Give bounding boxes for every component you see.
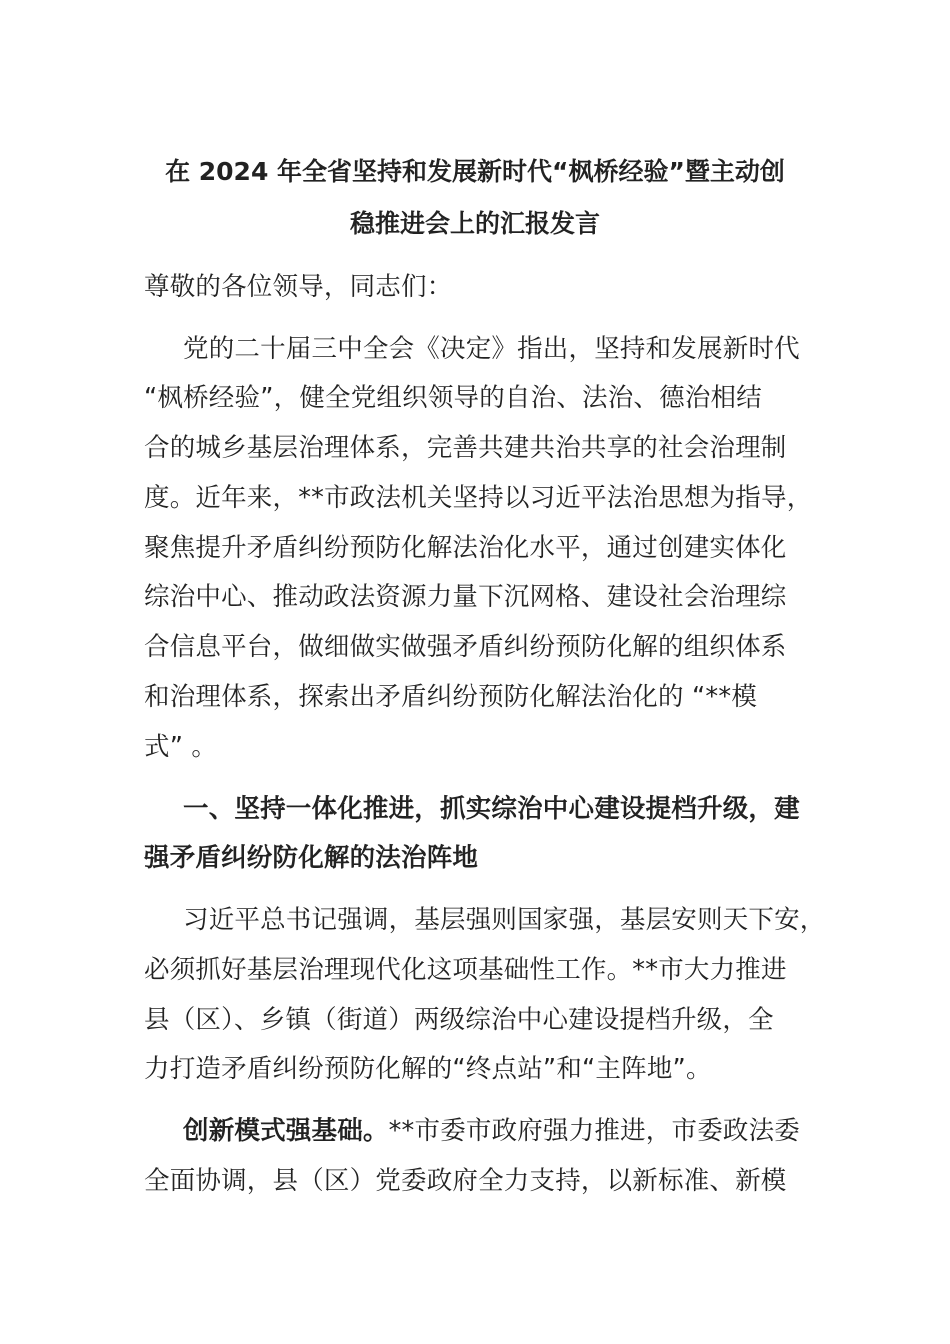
section-paragraph-line: 必须抓好基层治理现代化这项基础性工作。**市大力推进	[144, 955, 787, 985]
section-heading-line-1: 一、坚持一体化推进，抓实综治中心建设提档升级，建	[183, 794, 800, 824]
intro-line: 合的城乡基层治理体系，完善共建共治共享的社会治理制	[144, 433, 787, 463]
section-paragraph-line: 习近平总书记强调，基层强则国家强，基层安则天下安，	[183, 905, 826, 935]
intro-line: 度。近年来，**市政法机关坚持以习近平法治思想为指导，	[144, 483, 813, 513]
subsection-line-2: 全面协调，县（区）党委政府全力支持，以新标准、新模	[144, 1166, 787, 1196]
subsection-line-1	[183, 1115, 800, 1147]
intro-line: 合信息平台，做细做实做强矛盾纠纷预防化解的组织体系	[144, 632, 787, 662]
intro-line: 和治理体系，探索出矛盾纠纷预防化解法治化的 “**模	[144, 682, 758, 712]
document-title-line-2: 稳推进会上的汇报发言	[349, 209, 600, 238]
salutation: 尊敬的各位领导，同志们：	[144, 272, 453, 302]
subsection-line-1-rest: **市委市政府强力推进，市委政法委	[388, 1116, 801, 1146]
intro-line: 党的二十届三中全会《决定》指出，坚持和发展新时代	[183, 334, 800, 364]
intro-line: 聚焦提升矛盾纠纷预防化解法治化水平，通过创建实体化	[144, 533, 787, 563]
section-heading-line-2: 强矛盾纠纷防化解的法治阵地	[144, 843, 479, 873]
section-paragraph-line: 力打造矛盾纠纷预防化解的“终点站”和“主阵地”。	[144, 1054, 712, 1084]
subsection-lead: 创新模式强基础。	[183, 1116, 389, 1146]
intro-line: 式” 。	[144, 732, 218, 762]
intro-line: “枫桥经验”，健全党组织领导的自治、法治、德治相结	[144, 383, 762, 413]
section-paragraph-line: 县（区）、乡镇（街道）两级综治中心建设提档升级，全	[144, 1005, 774, 1035]
document-title-line-1: 在 2024 年全省坚持和发展新时代“枫桥经验”暨主动创	[165, 157, 785, 186]
intro-line: 综治中心、推动政法资源力量下沉网格、建设社会治理综	[144, 582, 787, 612]
